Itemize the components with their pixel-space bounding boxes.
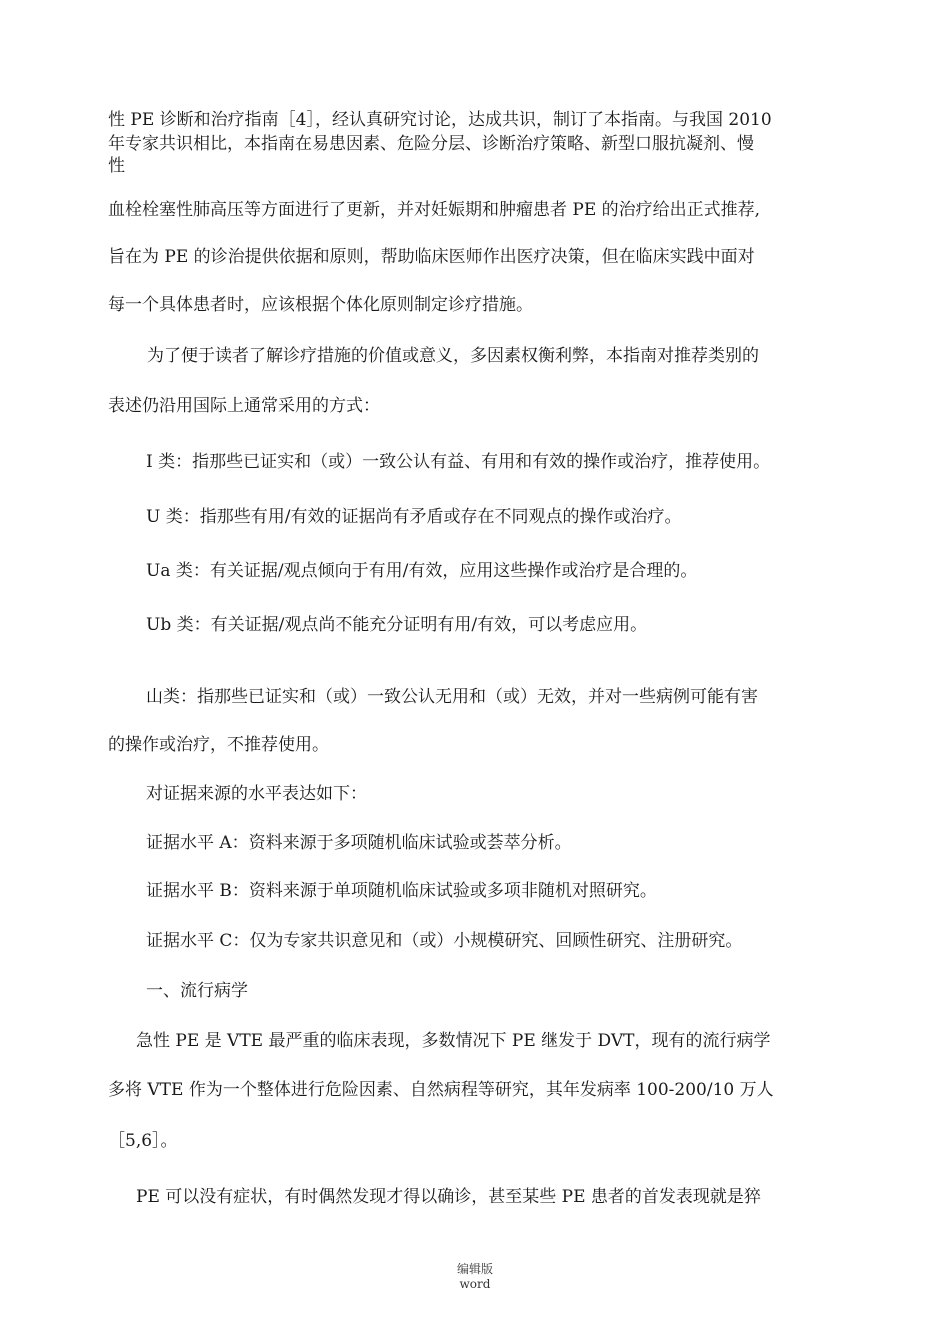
text-line-10: U 类：指那些有用/有效的证据尚有矛盾或存在不同观点的操作或治疗。: [146, 507, 682, 527]
text-line-18: 证据水平 C：仅为专家共识意见和（或）小规模研究、回顾性研究、注册研究。: [146, 931, 743, 951]
text-line-12: Ub 类：有关证据/观点尚不能充分证明有用/有效，可以考虑应用。: [146, 615, 648, 635]
text-line-11: Ua 类：有关证据/观点倾向于有用/有效，应用这些操作或治疗是合理的。: [146, 561, 698, 581]
text-line-2: 年专家共识相比，本指南在易患因素、危险分层、诊断治疗策略、新型口服抗凝剂、慢: [108, 134, 754, 154]
text-line-15: 对证据来源的水平表达如下：: [146, 784, 367, 804]
text-line-20: 急性 PE 是 VTE 最严重的临床表现，多数情况下 PE 继发于 DVT，现有的流行病学: [136, 1031, 771, 1051]
text-line-5: 旨在为 PE 的诊治提供依据和原则，帮助临床医师作出医疗决策，但在临床实践中面对: [108, 247, 755, 267]
text-line-23: PE 可以没有症状，有时偶然发现才得以确诊，甚至某些 PE 患者的首发表现就是猝: [136, 1187, 761, 1207]
text-line-3: 性: [108, 156, 125, 176]
text-line-22: ［5,6］。: [108, 1131, 178, 1151]
text-line-8: 表述仍沿用国际上通常采用的方式：: [108, 396, 380, 416]
text-line-4: 血栓栓塞性肺高压等方面进行了更新，并对妊娠期和肿瘤患者 PE 的治疗给出正式推荐,: [108, 200, 761, 220]
text-line-6: 每一个具体患者时，应该根据个体化原则制定诊疗措施。: [108, 295, 533, 315]
text-line-16: 证据水平 A：资料来源于多项随机临床试验或荟萃分析。: [146, 833, 572, 853]
text-line-13: 山类：指那些已证实和（或）一致公认无用和（或）无效，并对一些病例可能有害: [146, 687, 758, 707]
text-line-14: 的操作或治疗，不推荐使用。: [108, 735, 329, 755]
footer-sublabel: word: [459, 1277, 491, 1291]
text-line-7: 为了便于读者了解诊疗措施的价值或意义，多因素权衡利弊，本指南对推荐类别的: [147, 346, 759, 366]
text-line-9: I 类：指那些已证实和（或）一致公认有益、有用和有效的操作或治疗，推荐使用。: [146, 452, 771, 472]
text-line-1: 性 PE 诊断和治疗指南［4］，经认真研究讨论，达成共识，制订了本指南。与我国 2010: [108, 110, 772, 130]
text-line-21: 多将 VTE 作为一个整体进行危险因素、自然病程等研究，其年发病率 100-200/10 万人: [108, 1080, 774, 1100]
text-line-17: 证据水平 B：资料来源于单项随机临床试验或多项非随机对照研究。: [146, 881, 657, 901]
section-heading-epidemiology: 一、流行病学: [146, 981, 248, 1001]
footer-label: 编辑版: [456, 1262, 493, 1276]
